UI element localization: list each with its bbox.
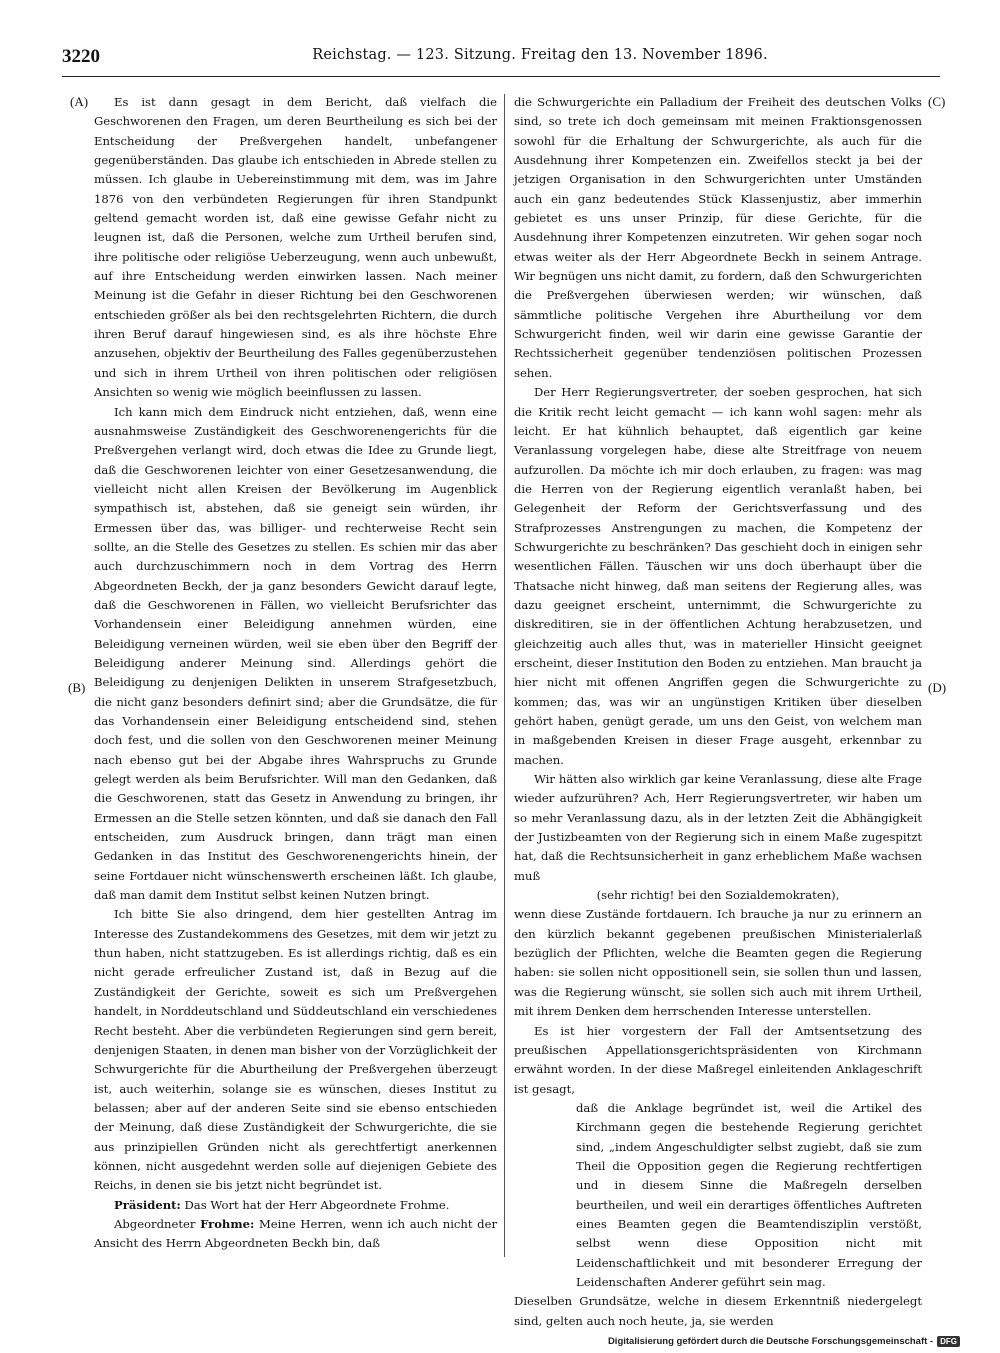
block-quote: daß die Anklage begründet ist, weil die Artikel des Kirchmann gegen die bestehende Regierung gerichtet sind, „indem Angeschuldigter selbst zugiebt, daß sie zum Theil die Opposition gegen die Regierung rechtfertigen und in diesem Sinne die Maßregeln derselben beurtheilen, und weil ein derartiges öffentliches Auftreten eines Beamten gegen die Beamtendisziplin verstößt, selbst wenn diese Opposition nicht mit Leidenschaftlichkeit und mit besonderer Erregung der Leidenschaften Anderer geführt sein mag. <box>576 1100 922 1289</box>
digitization-credit <box>608 1336 960 1347</box>
speaker-intro: Abgeordneter <box>114 1216 201 1231</box>
page-header <box>62 46 940 72</box>
paragraph: Es ist hier vorgestern der Fall der Amtsentsetzung des preußischen Appellationsgerichtspräsidenten von Kirchmann erwähnt worden. In der diese Maßregel einleitenden Anklageschrift ist gesagt, <box>514 1023 922 1096</box>
paragraph: die Schwurgerichte ein Palladium der Freiheit des deutschen Volks sind, so trete ich doch gemeinsam mit meinen Fraktionsgenossen sowohl für die Erhaltung der Schwurgerichte, als auch für die Ausdehnung ihrer Kompetenzen ein. Zweifellos steckt ja bei der jetzigen Organisation in den Schwurgerichten unter Umständen auch ein ganz bedeutendes Stück Klassenjustiz, aber immerhin gebietet es uns unser Prinzip, für diese Gerichte, für die Ausdehnung ihrer Kompetenzen einzutreten. Wir gehen sogar noch etwas weiter als der Herr Abgeordnete Beckh in seinem Antrage. Wir begnügen uns nicht damit, zu fordern, daß den Schwurgerichten die Preßvergehen überwiesen werden; wir wünschen, daß sämmtliche politische Vergehen ihre Aburtheilung vor dem Schwurgericht finden, weil wir darin eine gewisse Garantie der Rechtssicherheit gegenüber tendenziösen politischen Prozessen sehen. <box>514 95 922 380</box>
paragraph: Der Herr Regierungsvertreter, der soeben gesprochen, hat sich die Kritik recht leicht gemacht — ich kann wohl sagen: mehr als leicht. Er hat kühnlich behauptet, daß eigentlich gar keine Veranlassung vorgelegen habe, diese alte Streitfrage von neuem aufzurollen. Da möchte ich mir doch erlauben, zu fragen: was mag die Herren von der Regierung eigentlich veranlaßt haben, bei Gelegenheit der Reform der Gerichtsverfassung und des Strafprozesses Anstrengungen zu machen, die Kompetenz der Schwurgerichte zu beschränken? Das geschieht doch in einigen sehr wesentlichen Fällen. Täuschen wir uns doch überhaupt über die Thatsache nicht hinweg, daß man seitens der Regierung alles, was dazu geeignet erscheint, unternimmt, die Schwurgerichte zu diskreditiren, sie in der öffentlichen Achtung herabzusetzen, und gleichzeitig auch alles thut, was in materieller Hinsicht geeignet erscheint, dieser Institution den Boden zu entziehen. Man braucht ja hier nicht mit offenen Angriffen gegen die Schwurgerichte zu kommen; das, was wir an ungünstigen Kritiken über dieselben gehört haben, genügt gerade, um uns den Geist, von welchem man in maßgebenden Kreisen in dieser Frage ausgeht, erkennbar zu machen. <box>514 385 922 767</box>
credit-text: Digitalisierung gefördert durch die Deutsche Forschungsgemeinschaft - <box>607 1336 934 1347</box>
column-divider <box>504 94 505 1257</box>
speech-text: Das Wort hat der Herr Abgeordnete Frohme. <box>180 1197 450 1212</box>
paragraph: Es ist dann gesagt in dem Bericht, daß vielfach die Geschworenen den Fragen, um deren Beurtheilung es sich bei der Entscheidung der Preßvergehen handelt, unbefangener gegenüberständen. Das glaube ich entschieden in Abrede stellen zu müssen. Ich glaube in Uebereinstimmung mit dem, was im Jahre 1876 von den verbündeten Regierungen für ihren Standpunkt geltend gemacht worden ist, daß eine gewisse Gefahr nicht zu leugnen ist, daß die Personen, welche zum Urtheil berufen sind, ihre politische oder religiöse Ueberzeugung, wenn auch unbewußt, auf ihre Entscheidung werden einwirken lassen. Nach meiner Meinung ist die Gefahr in dieser Richtung bei den Geschworenen entschieden größer als bei den rechtsgelehrten Richtern, die durch ihren Beruf darauf hingewiesen sind, es als ihre höchste Ehre anzusehen, objektiv der Beurtheilung des Falles gegenüberzustehen und sich in ihrem Urtheil von ihren politischen oder religiösen Ansichten so wenig wie möglich beeinflussen zu lassen. <box>94 95 497 400</box>
speaker-name: Frohme: <box>200 1216 255 1231</box>
margin-marker-c: (C) <box>928 94 946 109</box>
interjection: (sehr richtig! bei den Sozialdemokraten), <box>596 888 840 903</box>
paragraph: wenn diese Zustände fortdauern. Ich brauche ja nur zu erinnern an den kürzlich bekannt gegebenen preußischen Ministerialerlaß bezüglich der Pflichten, welche die Beamten gegen die Regierung haben: sie sollen nicht oppositionell sein, sie sollen thun und lassen, was die Regierung wünscht, sie sollen sich auch mit ihrem Urtheil, mit ihrem Denken dem herrschenden Interesse unterstellen. <box>514 907 922 1019</box>
paragraph: Ich bitte Sie also dringend, dem hier gestellten Antrag im Interesse des Zustandekommens des Gesetzes, mit dem wir jetzt zu thun haben, nicht stattzugeben. Es ist allerdings richtig, daß es ein nicht gerade erfreulicher Zustand ist, daß in Bezug auf die Zuständigkeit der Gerichte, soweit es sich um Preßvergehen handelt, in Norddeutschland und Süddeutschland ein verschiedenes Recht besteht. Aber die verbündeten Regierungen sind gern bereit, denjenigen Staaten, in denen man bisher von der Vorzüglichkeit der Schwurgerichte für die Aburtheilung der Preßvergehen überzeugt ist, auch weiterhin, solange sie es wünschen, dieses Institut zu belassen; aber auf der anderen Seite sind sie ebenso entschieden der Meinung, daß diese Zuständigkeit der Schwurgerichte, die sie aus prinzipiellen Gründen nicht als gerechtfertigt anerkennen können, nicht ausgedehnt werden solle auf diejenigen Gebiete des Reichs, in denen sie bis jetzt nicht begründet ist. <box>94 907 497 1193</box>
speaker-paragraph <box>94 1215 497 1254</box>
paragraph: Wir hätten also wirklich gar keine Veranlassung, diese alte Frage wieder aufzurühren? Ach, Herr Regierungsvertreter, wir haben um so mehr Veranlassung dazu, als in der letzten Zeit die Abhängigkeit der Justizbeamten von der Regierung sich in einem Maße zugespitzt hat, daß die Rechtsunsicherheit in ganz erheblichem Maße wachsen muß <box>514 772 922 883</box>
speaker-name: Präsident: <box>114 1197 181 1212</box>
dfg-logo: DFG <box>937 1336 960 1347</box>
margin-marker-a: (A) <box>70 94 89 109</box>
page-number: 3220 <box>62 46 100 67</box>
running-title: Reichstag. — 123. Sitzung. Freitag den 13. November 1896. <box>312 47 768 63</box>
header-rule <box>62 76 940 77</box>
speaker-paragraph <box>94 1196 497 1215</box>
speech-text: Meine Herren, wenn ich auch nicht der Ansicht des Herrn Abgeordneten Beckh bin, daß <box>94 1216 497 1251</box>
right-column <box>514 93 922 1331</box>
paragraph: Ich kann mich dem Eindruck nicht entziehen, daß, wenn eine ausnahmsweise Zuständigkeit des Geschworenengerichts für die Preßvergehen verlangt wird, doch etwas die Idee zu Grunde liegt, daß die Geschworenen leichter von einer Gesetzesanwendung, die vielleicht nicht allen Kreisen der Bevölkerung im Augenblick sympathisch ist, abstehen, daß sie geneigt sein würden, ihr Ermessen über das, was billiger- und rechterweise Recht sein sollte, an die Stelle des Gesetzes zu stellen. Es schien mir das aber auch durchzuschimmern noch in dem Vortrag des Herrn Abgeordneten Beckh, der ja ganz besonders Gewicht darauf legte, daß die Geschworenen in Fällen, wo vielleicht Berufsrichter das Vorhandensein einer Beleidigung annehmen würden, eine Beleidigung verneinen würden, weil sie eben über den Begriff der Beleidigung anderer Meinung sind. Allerdings gehört die Beleidigung zu denjenigen Delikten in unserem Strafgesetzbuch, die nicht ganz besonders definirt sind; aber die Grundsätze, die für das Vorhandensein einer Beleidigung entscheidend sind, stehen doch fest, und die sollen von den Geschworenen meiner Meinung nach ebenso gut bei der Abgabe ihres Wahrspruchs zu Grunde gelegt werden als beim Berufsrichter. Will man den Gedanken, daß die Geschworenen, statt das Gesetz in Anwendung zu bringen, ihr Ermessen an die Stelle setzen könnten, und daß sie danach den Fall entscheiden, zum Ausdruck bringen, dann trägt man einen Gedanken in das Institut des Geschworenengerichts hinein, der seine Fortdauer nicht wünschenswerth erscheinen läßt. Ich glaube, daß man damit dem Institut selbst keinen Nutzen bringt. <box>94 404 497 903</box>
margin-marker-b: (B) <box>68 680 86 695</box>
left-column <box>94 93 497 1254</box>
paragraph: Dieselben Grundsätze, welche in diesem Erkenntniß niedergelegt sind, gelten auch noch heute, ja, sie werden <box>514 1294 922 1328</box>
margin-marker-d: (D) <box>928 680 947 695</box>
